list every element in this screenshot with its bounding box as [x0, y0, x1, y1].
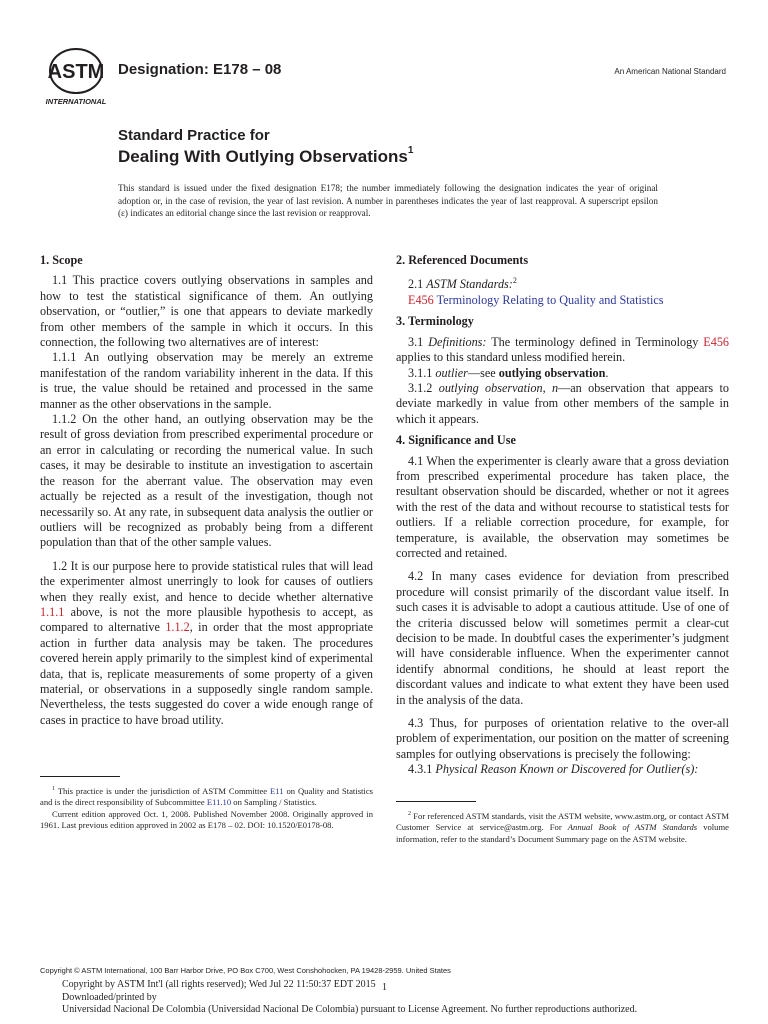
logo-subtext: INTERNATIONAL — [45, 97, 107, 106]
astm-logo — [40, 47, 112, 107]
para-4-3-1 — [396, 762, 729, 777]
para-4-3-1-heading: Physical Reason Known or Discovered for Outlier(s): — [435, 762, 699, 777]
right-column — [396, 253, 729, 778]
standard-type: An American National Standard — [614, 67, 726, 76]
para-3-1-2 — [396, 381, 729, 427]
para-3-1-1-see: —see — [467, 365, 499, 380]
section-heading-referenced-documents: 2. Referenced Documents — [396, 253, 529, 267]
para-1-2-text-c: , in order that the most appropriate action in further data analysis may be taken. The procedures covered herein apply primarily to the simplest kind of experimental data, that is, replicate measurements of some property of a given material, or observations in a supposedly single random sample. Nevertheless, the tests suggested do cover a wide enough range of cases in practice to have broad utility. — [40, 620, 373, 727]
footnote-1-para1 — [40, 784, 373, 809]
footnote-1 — [40, 784, 373, 831]
title-footnote-mark: 1 — [407, 145, 414, 156]
footnote-1-para2: Current edition approved Oct. 1, 2008. Published November 2008. Originally approved in 1961. Last previous edition approved in 2002 as E178 – 02. DOI: 10.1520/E0178-08. — [40, 808, 373, 831]
footnote-1-text-c: on Sampling / Statistics. — [231, 797, 317, 808]
term-outlier: outlier — [435, 365, 468, 380]
section-heading-significance: 4. Significance and Use — [396, 433, 516, 448]
footnote-2-para — [396, 809, 729, 845]
para-1-2-text-b: above, is not the more plausible hypothesis to accept, as compared to alternative — [40, 604, 373, 635]
subcommittee-e11-10-link[interactable]: E11.10 — [206, 797, 232, 808]
para-4-2: 4.2 In many cases evidence for deviation from prescribed procedure will consist primarily of the discordant value itself. In such cases it is advisable to adopt a cautious attitude. Use of one of the criteria discussed below will sometimes permit a clear-cut decision to be made. In doubtful cases the experimenter’s judgment will have considerable influence. When the experimenter cannot identify abnormal conditions, he should at least report the discordant values and indicate to what extent they have been used in the analysis of the data. — [396, 569, 729, 707]
committee-e11-link[interactable]: E11 — [270, 785, 284, 796]
ref-link-e456-terminology[interactable]: E456 — [703, 334, 730, 349]
definitions-label: Definitions: — [428, 334, 487, 349]
designation: Designation: E178 – 08 — [118, 61, 282, 78]
page-title — [118, 147, 413, 167]
footnote-1-text-b: on Quality and Statistics and is the direct responsibility of Subcommittee — [40, 785, 373, 808]
para-3-1-1 — [396, 366, 729, 381]
title-line2: Dealing With Outlying Observations — [118, 147, 408, 166]
title-line1: Standard Practice for — [118, 127, 270, 144]
para-2-1 — [396, 273, 729, 292]
para-3-1-2-def: —an observation that appears to deviate markedly in value from other members of the sample in which it appears. — [396, 380, 730, 426]
ref-link-e456-title[interactable]: Terminology Relating to Quality and Statistics — [436, 292, 664, 307]
footnote-2-text-a: For referenced ASTM standards, visit the ASTM website, www.astm.org, or contact ASTM Customer Service at service@astm.org. For — [396, 810, 729, 833]
para-4-3: 4.3 Thus, for purposes of orientation relative to the over-all problem of experimentation, our position on the matter of screening samples for outlying observations is precisely the following: — [396, 716, 729, 761]
para-3-1-1-num: 3.1.1 — [408, 365, 436, 380]
ref-link-e456[interactable]: E456 — [408, 292, 434, 307]
para-4-3-1-num: 4.3.1 — [408, 762, 436, 777]
para-2-1-num: 2.1 — [408, 277, 427, 292]
para-3-1-1-period: . — [605, 365, 609, 380]
section-heading-scope: 1. Scope — [40, 253, 83, 267]
reference-e456 — [396, 293, 729, 308]
astm-logo-icon — [40, 47, 112, 107]
astm-standards-label: ASTM Standards: — [426, 277, 513, 292]
footnote-2-mark-bottom: 2 — [408, 811, 411, 817]
ref-link-1-1-2[interactable]: 1.1.2 — [165, 620, 190, 635]
footnote-2 — [396, 809, 729, 845]
left-column — [40, 253, 373, 728]
term-outlying-observation-ref: outlying observation — [498, 365, 606, 380]
download-notice-line1: Copyright by ASTM Int'l (all rights reserved); Wed Jul 22 11:50:37 EDT 2015 — [62, 979, 376, 990]
para-1-1-1: 1.1.1 An outlying observation may be merely an extreme manifestation of the random variability inherent in the data. If this is true, the value should be retained and processed in the same manner as the other observations in the sample. — [40, 350, 373, 411]
para-3-1 — [396, 335, 729, 366]
ref-link-1-1-1[interactable]: 1.1.1 — [40, 604, 65, 619]
para-1-1: 1.1 This practice covers outlying observations in samples and how to test the statistical significance of them. An outlying observation, or “outlier,” is one that appears to deviate markedly from other members of the sample in which it occurs. In this connection, the following two alternatives are of interest: — [40, 273, 373, 350]
footnote-2-book-title: Annual Book of ASTM Standards — [567, 822, 698, 833]
para-3-1-2-num: 3.1.2 — [408, 380, 439, 395]
copyright-line: Copyright © ASTM International, 100 Barr Harbor Drive, PO Box C700, West Conshohocken, PA 19428-2959. United States — [40, 966, 451, 975]
footnote-1-mark: 1 — [52, 786, 55, 792]
para-1-2 — [40, 559, 373, 728]
footnote-rule-left — [40, 776, 120, 777]
download-notice-line2: Downloaded/printed by — [62, 991, 157, 1003]
page-number: 1 — [382, 982, 387, 993]
para-1-1-2: 1.1.2 On the other hand, an outlying observation may be the result of gross deviation from prescribed experimental procedure or an error in calculating or recording the numerical value. In such cases, it may be desirable to institute an investigation to ascertain the reason for the aberrant value. The observation may even actually be rejected as a result of the investigation, though not necessarily so. At any rate, in subsequent data analysis the outlier or outliers will be recognized as probably being from a different population than that of the other sample values. — [40, 412, 373, 550]
footnote-1-text-a: This practice is under the jurisdiction of ASTM Committee — [55, 785, 271, 796]
para-1-2-text-a: 1.2 It is our purpose here to provide statistical rules that will lead the experimenter almost unerringly to look for causes of outliers when they really exist, and hence to decide whether alternative — [40, 558, 373, 604]
para-3-1-num: 3.1 — [408, 334, 429, 349]
footnote-2-text-b: volume information, refer to the standard’s Document Summary page on the ASTM website. — [396, 822, 729, 844]
term-outlying-observation: outlying observation, n — [438, 380, 559, 395]
para-4-1: 4.1 When the experimenter is clearly aware that a gross deviation from prescribed experimental procedure has taken place, the resultant observation should be discarded, whether or not it agrees with the rest of the data and without recourse to statistical tests for outliers. If a reliable correction procedure, for example, for temperature, is available, the observation may sometimes be corrected and retained. — [396, 453, 729, 560]
download-notice-line3: Universidad Nacional De Colombia (Universidad Nacional De Colombia) pursuant to License Agreement. No further reproductions authorized. — [62, 1004, 638, 1016]
footnote-2-mark: 2 — [512, 276, 517, 286]
para-3-1-text-b: The terminology defined in Terminology — [486, 334, 704, 349]
para-3-1-text-c: applies to this standard unless modified herein. — [396, 350, 626, 365]
section-heading-terminology: 3. Terminology — [396, 314, 474, 329]
standard-notice: This standard is issued under the fixed designation E178; the number immediately following the designation indicates the year of original adoption or, in the case of revision, the year of last revision. A number in parentheses indicates the year of last reapproval. A superscript epsilon (ε) indicates an editorial change since the last revision or reapproval. — [118, 183, 658, 218]
footnote-rule-right — [396, 801, 476, 802]
download-notice — [62, 979, 637, 1017]
logo-text: ASTM — [47, 61, 105, 83]
